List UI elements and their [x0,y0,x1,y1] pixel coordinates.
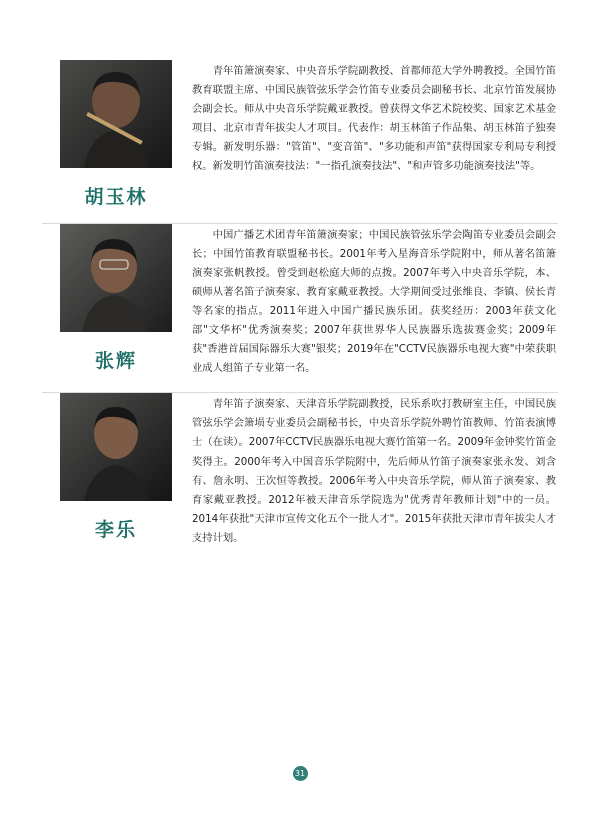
page-number-value: 31 [293,766,308,781]
portrait-image [60,393,172,501]
person-bio [192,224,560,378]
person-bio-text: 青年笛箫演奏家、中央音乐学院副教授、首都师范大学外聘教授。全国竹笛教育联盟主席、中国民族管弦乐学会竹笛专业委员会副秘书长、北京竹笛发展协会副会长。师从中央音乐学院戴亚教授。曾获得文华艺术院校奖、国家艺术基金项目、北京市青年拔尖人才项目。代表作：胡玉林笛子作品集、胡玉林笛子独奏专辑。新发明乐器："管笛"、"变音笛"、"多功能和声笛"获得国家专利局专利授权。新发明竹笛演奏技法："一指孔演奏技法"、"和声管多功能演奏技法"等。 [192,65,556,173]
portrait-image [60,60,172,168]
person-bio [192,60,560,176]
person-name: 张辉 [94,350,137,372]
person-bio-text: 中国广播艺术团青年笛箫演奏家；中国民族管弦乐学会陶笛专业委员会副会长；中国竹笛教育联盟秘书长。2001年考入星海音乐学院附中，师从著名笛箫演奏家张帆教授。曾受到赵松庭大师的点拨。2007年考入中央音乐学院，本、硕师从著名笛子演奏家、教育家戴亚教授。大学期间受过张维良、李镇、侯长青等名家的指点。2011年进入中国广播民族乐团。获奖经历：2003年获文化部"文华杯"优秀演奏奖；2007年获世界华人民族器乐选拔赛金奖；2009年获"香港首届国际器乐大赛"银奖；2019年在"CCTV民族器乐电视大赛"中荣获职业成人组笛子专业第一名。 [192,229,556,375]
portrait-zhang-hui [60,224,172,332]
portrait-column [40,224,192,373]
person-bio-text: 青年笛子演奏家、天津音乐学院副教授，民乐系吹打教研室主任，中国民族管弦乐学会箫埙专业委员会副秘书长，中央音乐学院外聘竹笛教师、竹笛表演博士（在读）。2007年CCTV民族器乐电视大赛竹笛第一名。2009年金钟奖竹笛金奖得主。2000年考入中国音乐学院附中，先后师从竹笛子演奏家张永发、刘含有、詹永明、王次恒等教授。2006年考入中央音乐学院，师从笛子演奏家、教育家戴亚教授。2012年被天津音乐学院选为"优秀青年教师计划"中的一员。2014年获批"天津市宣传文化五个一批人才"。2015年获批天津市青年拔尖人才支持计划。 [192,398,556,544]
portrait-hu-yulin [60,60,172,168]
bio-entry [40,393,560,561]
page-number [0,761,600,781]
person-bio [192,393,560,547]
portrait-column [40,60,192,209]
portrait-image [60,224,172,332]
portrait-column [40,393,192,542]
portrait-li-le [60,393,172,501]
person-name: 胡玉林 [84,186,148,208]
person-name: 李乐 [94,519,137,542]
bio-entry [40,60,560,223]
bio-entry [40,224,560,392]
